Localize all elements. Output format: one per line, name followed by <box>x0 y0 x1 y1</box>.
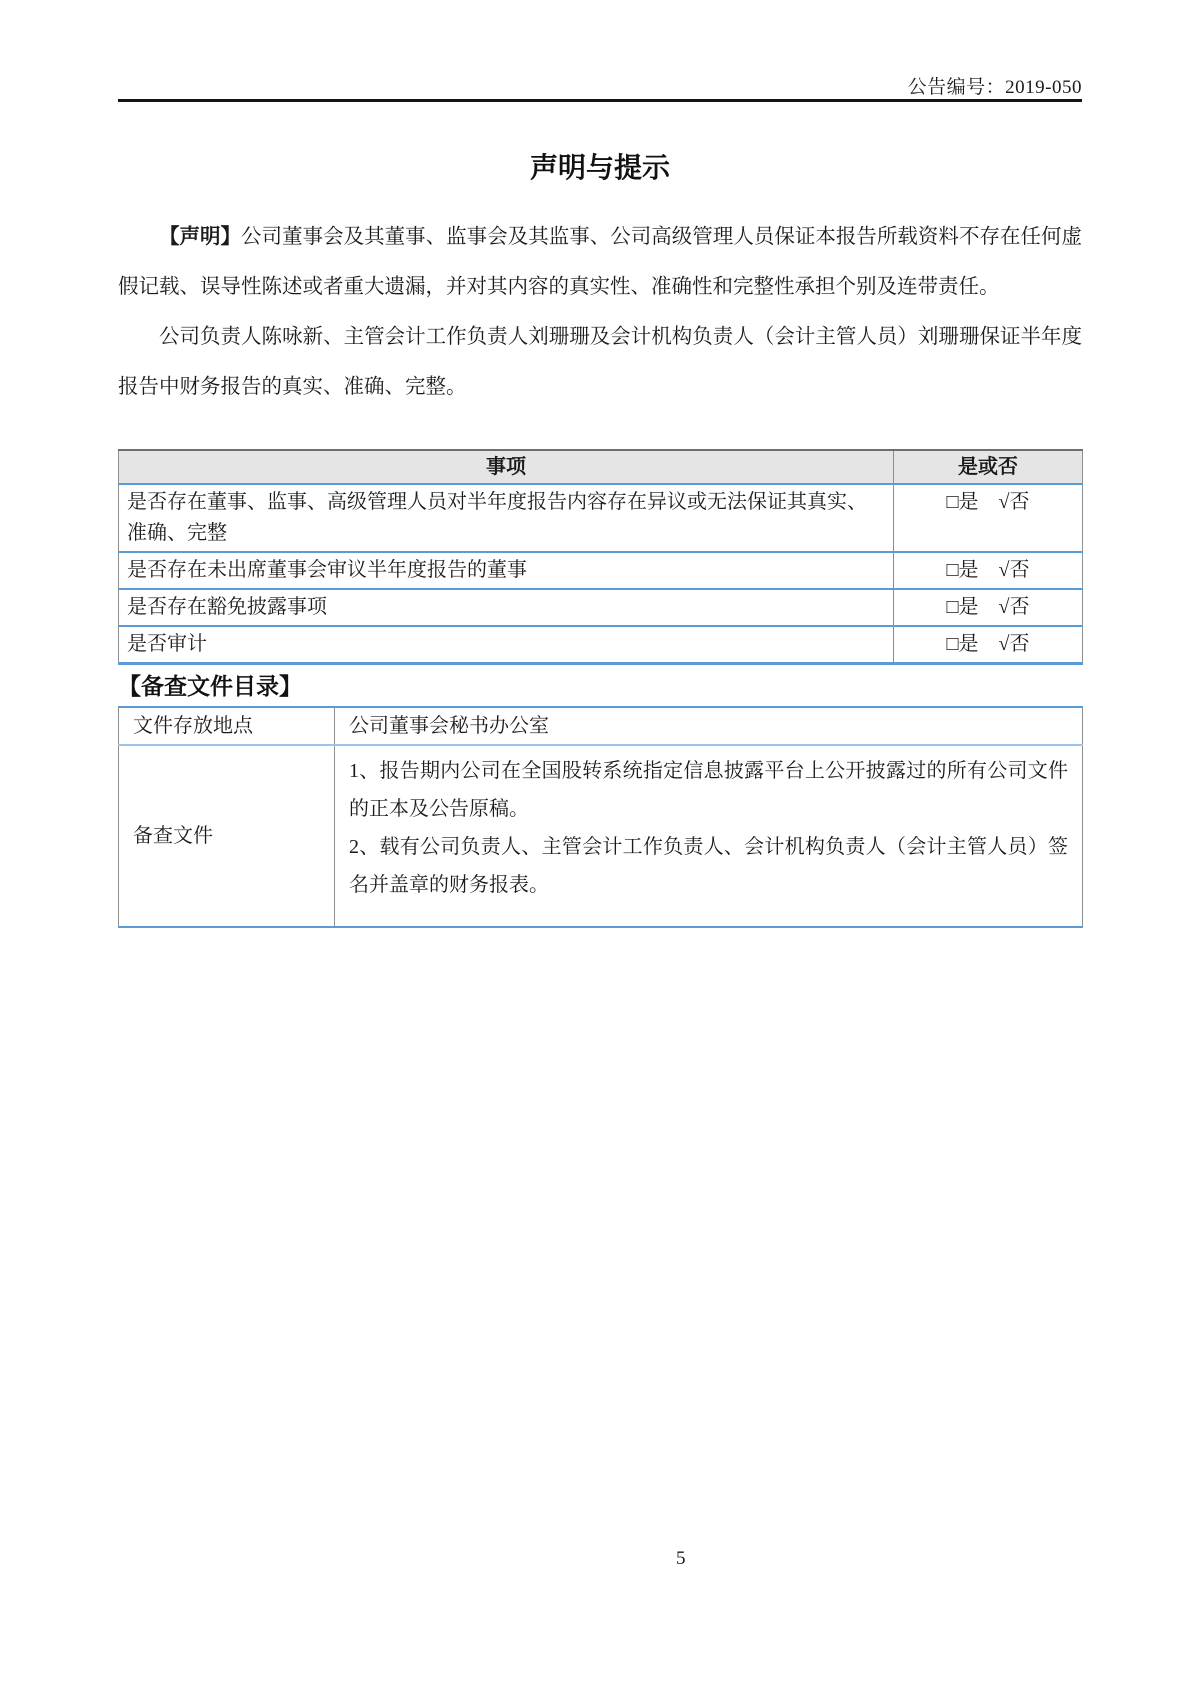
responsibility-paragraph: 公司负责人陈咏新、主管会计工作负责人刘珊珊及会计机构负责人（会计主管人员）刘珊珊保证半年度报告中财务报告的真实、准确、完整。 <box>118 326 1082 398</box>
matter-item: 是否审计 <box>127 633 207 655</box>
body-text <box>118 212 1082 412</box>
statement-text: 公司董事会及其董事、监事会及其监事、公司高级管理人员保证本报告所载资料不存在任何虚假记载、误导性陈述或者重大遗漏，并对其内容的真实性、准确性和完整性承担个别及连带责任。 <box>118 226 1082 298</box>
table-row <box>119 484 1083 552</box>
announcement-number: 公告编号：2019-050 <box>907 77 1082 98</box>
docs-location-label: 文件存放地点 <box>119 707 335 745</box>
table-row <box>119 552 1083 589</box>
docs-table <box>118 706 1083 928</box>
page-number: 5 <box>676 1548 686 1569</box>
docs-files-value <box>335 745 1083 927</box>
table-row <box>119 707 1083 745</box>
header-rule <box>118 99 1082 102</box>
yes-no-column-header: 是或否 <box>894 450 1083 484</box>
matter-item: 是否存在董事、监事、高级管理人员对半年度报告内容存在异议或无法保证其真实、准确、完整 <box>119 484 894 552</box>
table-row <box>119 626 1083 664</box>
matters-table <box>118 449 1083 665</box>
statement-label: 【声明】 <box>159 225 242 248</box>
matter-answer: □是 √否 <box>894 484 1083 552</box>
page-title: 声明与提示 <box>529 152 670 183</box>
docs-file-item: 1、报告期内公司在全国股转系统指定信息披露平台上公开披露过的所有公司文件的正本及公告原稿。 <box>349 760 1068 820</box>
docs-files-label: 备查文件 <box>133 825 213 847</box>
statement-paragraph <box>118 212 1082 312</box>
matter-answer: □是 √否 <box>894 589 1083 626</box>
docs-file-item: 2、载有公司负责人、主管会计工作负责人、会计机构负责人（会计主管人员）签名并盖章的财务报表。 <box>349 836 1068 896</box>
matters-table-header-row <box>119 450 1083 484</box>
docs-location-value: 公司董事会秘书办公室 <box>335 707 1083 745</box>
matter-item: 是否存在未出席董事会审议半年度报告的董事 <box>119 552 894 589</box>
table-row <box>119 589 1083 626</box>
docs-section-heading: 【备查文件目录】 <box>118 673 302 699</box>
document-header <box>118 72 1082 99</box>
matter-answer: □是 √否 <box>894 626 1083 664</box>
matter-item: 是否存在豁免披露事项 <box>119 589 894 626</box>
matter-answer: □是 √否 <box>894 552 1083 589</box>
matters-column-header: 事项 <box>119 450 894 484</box>
table-row <box>119 745 1083 927</box>
